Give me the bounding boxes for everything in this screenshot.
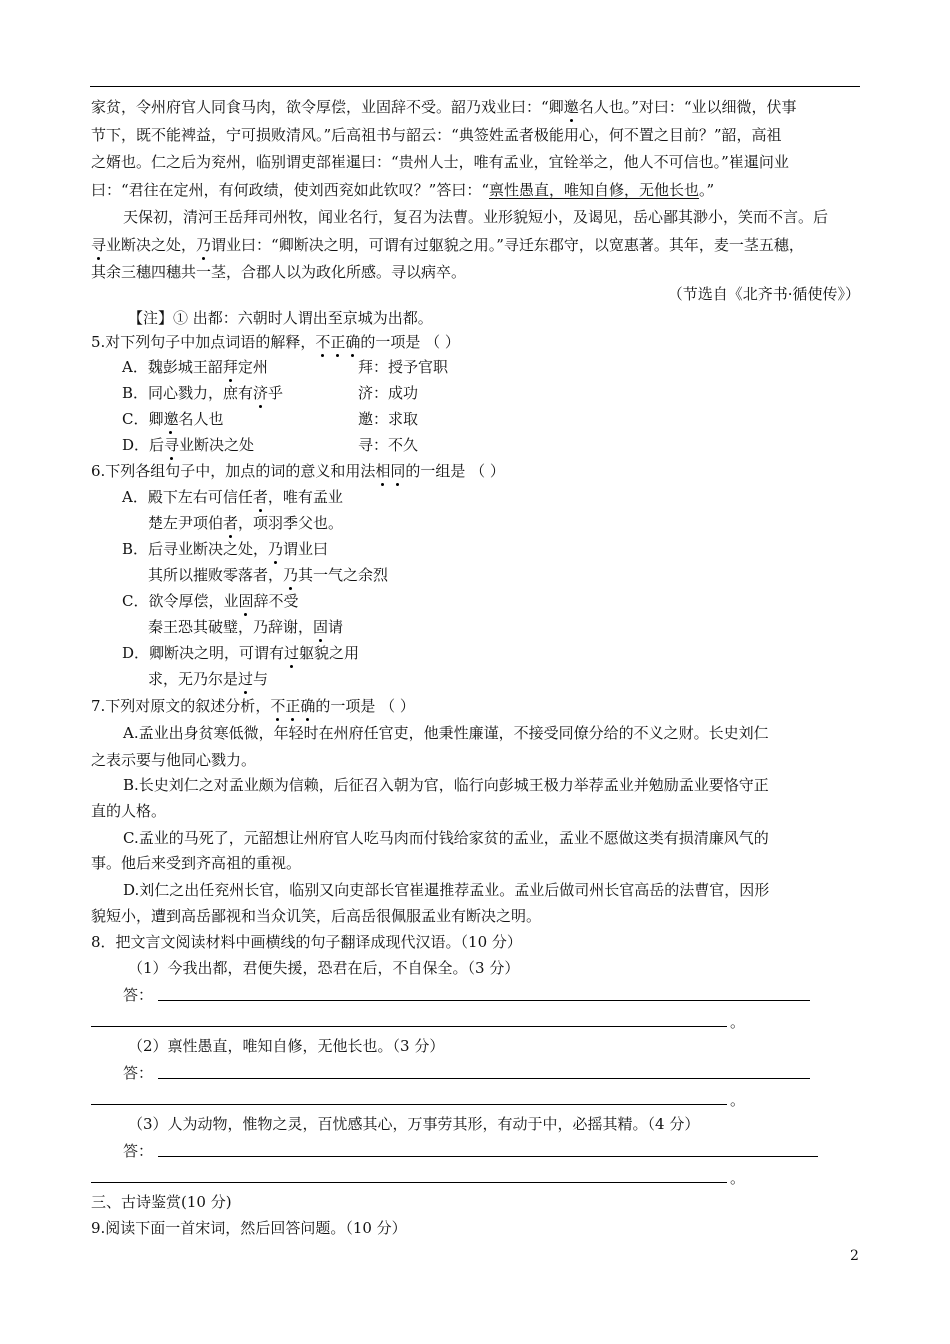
q5-option-c: C．卿邀名人也 <box>122 410 224 428</box>
q8-answer-3-line-2[interactable] <box>91 1182 727 1183</box>
q8-answer-2-label: 答： <box>123 1064 154 1082</box>
annotation-note: 【注】① 出都：六朝时人谓出至京城为出都。 <box>128 309 433 327</box>
passage-line-1: 家贫，令州府官人同食马肉，欲令厚偿，业固辞不受。韶乃戏业曰：“卿邀名人也。”对曰：“业以细微，伏事 <box>91 98 797 116</box>
q6-option-b-line-1: B．后寻业断决之处，乃谓业曰 <box>122 540 329 558</box>
header-rule <box>90 86 860 87</box>
q8-answer-3-line-1[interactable] <box>158 1156 818 1157</box>
q5-option-a: A．魏彭城王韶拜定州 <box>122 358 268 376</box>
q8-answer-1-label: 答： <box>123 986 154 1004</box>
passage-line-5: 天保初，清河王岳拜司州牧，闻业名行，复召为法曹。业形貌短小，及谒见，岳心鄙其渺小，笑而不言。后 <box>123 208 829 226</box>
q6-option-c-line-1: C．欲令厚偿，业固辞不受 <box>122 592 299 610</box>
passage-line-6: 寻业断决之处，乃谓业曰：“卿断决之明，可谓有过躯貌之用。”寻迁东郡守，以宽惠著。其年，麦一茎五穗， <box>91 236 804 254</box>
passage-line-4: 曰：“君往在定州，有何政绩，使刘西兖如此钦叹？”答曰：“禀性愚直，唯知自修，无他长也。” <box>91 181 715 199</box>
q8-answer-2-end: 。 <box>730 1091 746 1109</box>
question-6-stem: 6.下列各组句子中，加点的词的意义和用法相同的一组是 （ ） <box>91 462 505 480</box>
q7-option-a-line-2: 之表示要与他同心戮力。 <box>91 751 257 769</box>
q8-answer-3-end: 。 <box>730 1169 746 1187</box>
question-9-stem: 9.阅读下面一首宋词，然后回答问题。（10 分） <box>91 1219 407 1237</box>
q7-option-d-line-2: 貌短小，遭到高岳鄙视和当众讥笑，后高岳很佩服孟业有断决之明。 <box>91 907 542 925</box>
q8-sentence-3: （3）人为动物，惟物之灵，百忧感其心，万事劳其形，有动于中，必摇其精。（4 分） <box>128 1115 700 1133</box>
q6-option-d-line-2: 求，无乃尔是过与 <box>148 670 269 688</box>
q5-option-d-explanation: 寻：不久 <box>358 436 419 454</box>
page-number: 2 <box>850 1248 859 1264</box>
q7-option-c-line-1: C.孟业的马死了，元韶想让州府官人吃马肉而付钱给家贫的孟业，孟业不愿做这类有损清廉风气的 <box>123 829 769 847</box>
q7-option-d-line-1: D.刘仁之出任兖州长官，临别又向吏部长官崔暹推荐孟业。孟业后做司州长官高岳的法曹官，因形 <box>123 881 770 899</box>
question-8-stem: 8．把文言文阅读材料中画横线的句子翻译成现代汉语。（10 分） <box>91 933 522 951</box>
q8-sentence-1: （1）今我出都，君便失援，恐君在后，不自保全。（3 分） <box>128 959 520 977</box>
q5-option-d: D．后寻业断决之处 <box>122 436 255 454</box>
q8-answer-2-line-1[interactable] <box>158 1078 810 1079</box>
q5-option-a-explanation: 拜：授予官职 <box>358 358 449 376</box>
q6-option-b-line-2: 其所以摧败零落者，乃其一气之余烈 <box>148 566 389 584</box>
question-7-stem: 7.下列对原文的叙述分析，不正确的一项是 （ ） <box>91 697 415 715</box>
passage-line-2: 节下，既不能裨益，宁可损败清风。”后高祖书与韶云：“典签姓孟者极能用心，何不置之目前？”韶，高祖 <box>91 126 782 144</box>
q6-option-a-line-2: 楚左尹项伯者，项羽季父也。 <box>148 514 344 532</box>
passage-line-3: 之婿也。仁之后为兖州，临别谓吏部崔暹曰：“贵州人士，唯有孟业，宜铨举之，他人不可信也。”崔暹问业 <box>91 153 789 171</box>
q6-option-d-line-1: D．卿断决之明，可谓有过躯貌之用 <box>122 644 360 662</box>
underlined-sentence: 禀性愚直，唯知自修，无他长也 <box>489 181 700 199</box>
q6-option-c-line-2: 秦王恐其破璧，乃辞谢，固请 <box>148 618 344 636</box>
section-3-heading: 三、古诗鉴赏(10 分) <box>91 1193 232 1211</box>
q8-answer-1-line-1[interactable] <box>158 1000 810 1001</box>
q6-option-a-line-1: A．殿下左右可信任者，唯有孟业 <box>122 488 343 506</box>
q7-option-b-line-1: B.长史刘仁之对孟业颇为信赖，后征召入朝为官，临行向彭城王极力举荐孟业并勉励孟业要恪守正 <box>123 776 769 794</box>
passage-line-7: 其余三穗四穗共一茎，合郡人以为政化所感。寻以病卒。 <box>91 263 467 281</box>
q5-option-b: B．同心戮力，庶有济乎 <box>122 384 284 402</box>
q7-option-c-line-2: 事。他后来受到齐高祖的重视。 <box>91 854 302 872</box>
q8-answer-1-end: 。 <box>730 1013 746 1031</box>
q5-option-b-explanation: 济：成功 <box>358 384 419 402</box>
q8-answer-1-line-2[interactable] <box>91 1026 727 1027</box>
q8-answer-2-line-2[interactable] <box>91 1104 727 1105</box>
question-5-stem: 5.对下列句子中加点词语的解释，不正确的一项是 （ ） <box>91 333 460 351</box>
q7-option-a-line-1: A.孟业出身贫寒低微，年轻时在州府任官吏，他秉性廉谨，不接受同僚分给的不义之财。长史刘仁 <box>123 724 769 742</box>
q5-option-c-explanation: 邀：求取 <box>358 410 419 428</box>
emphasis-dot-char: 邀 <box>563 98 579 116</box>
q8-sentence-2: （2）禀性愚直，唯知自修，无他长也。（3 分） <box>128 1037 445 1055</box>
q7-option-b-line-2: 直的人格。 <box>91 802 167 820</box>
q8-answer-3-label: 答： <box>123 1142 154 1160</box>
source-citation: （节选自《北齐书·循使传》） <box>667 285 860 303</box>
